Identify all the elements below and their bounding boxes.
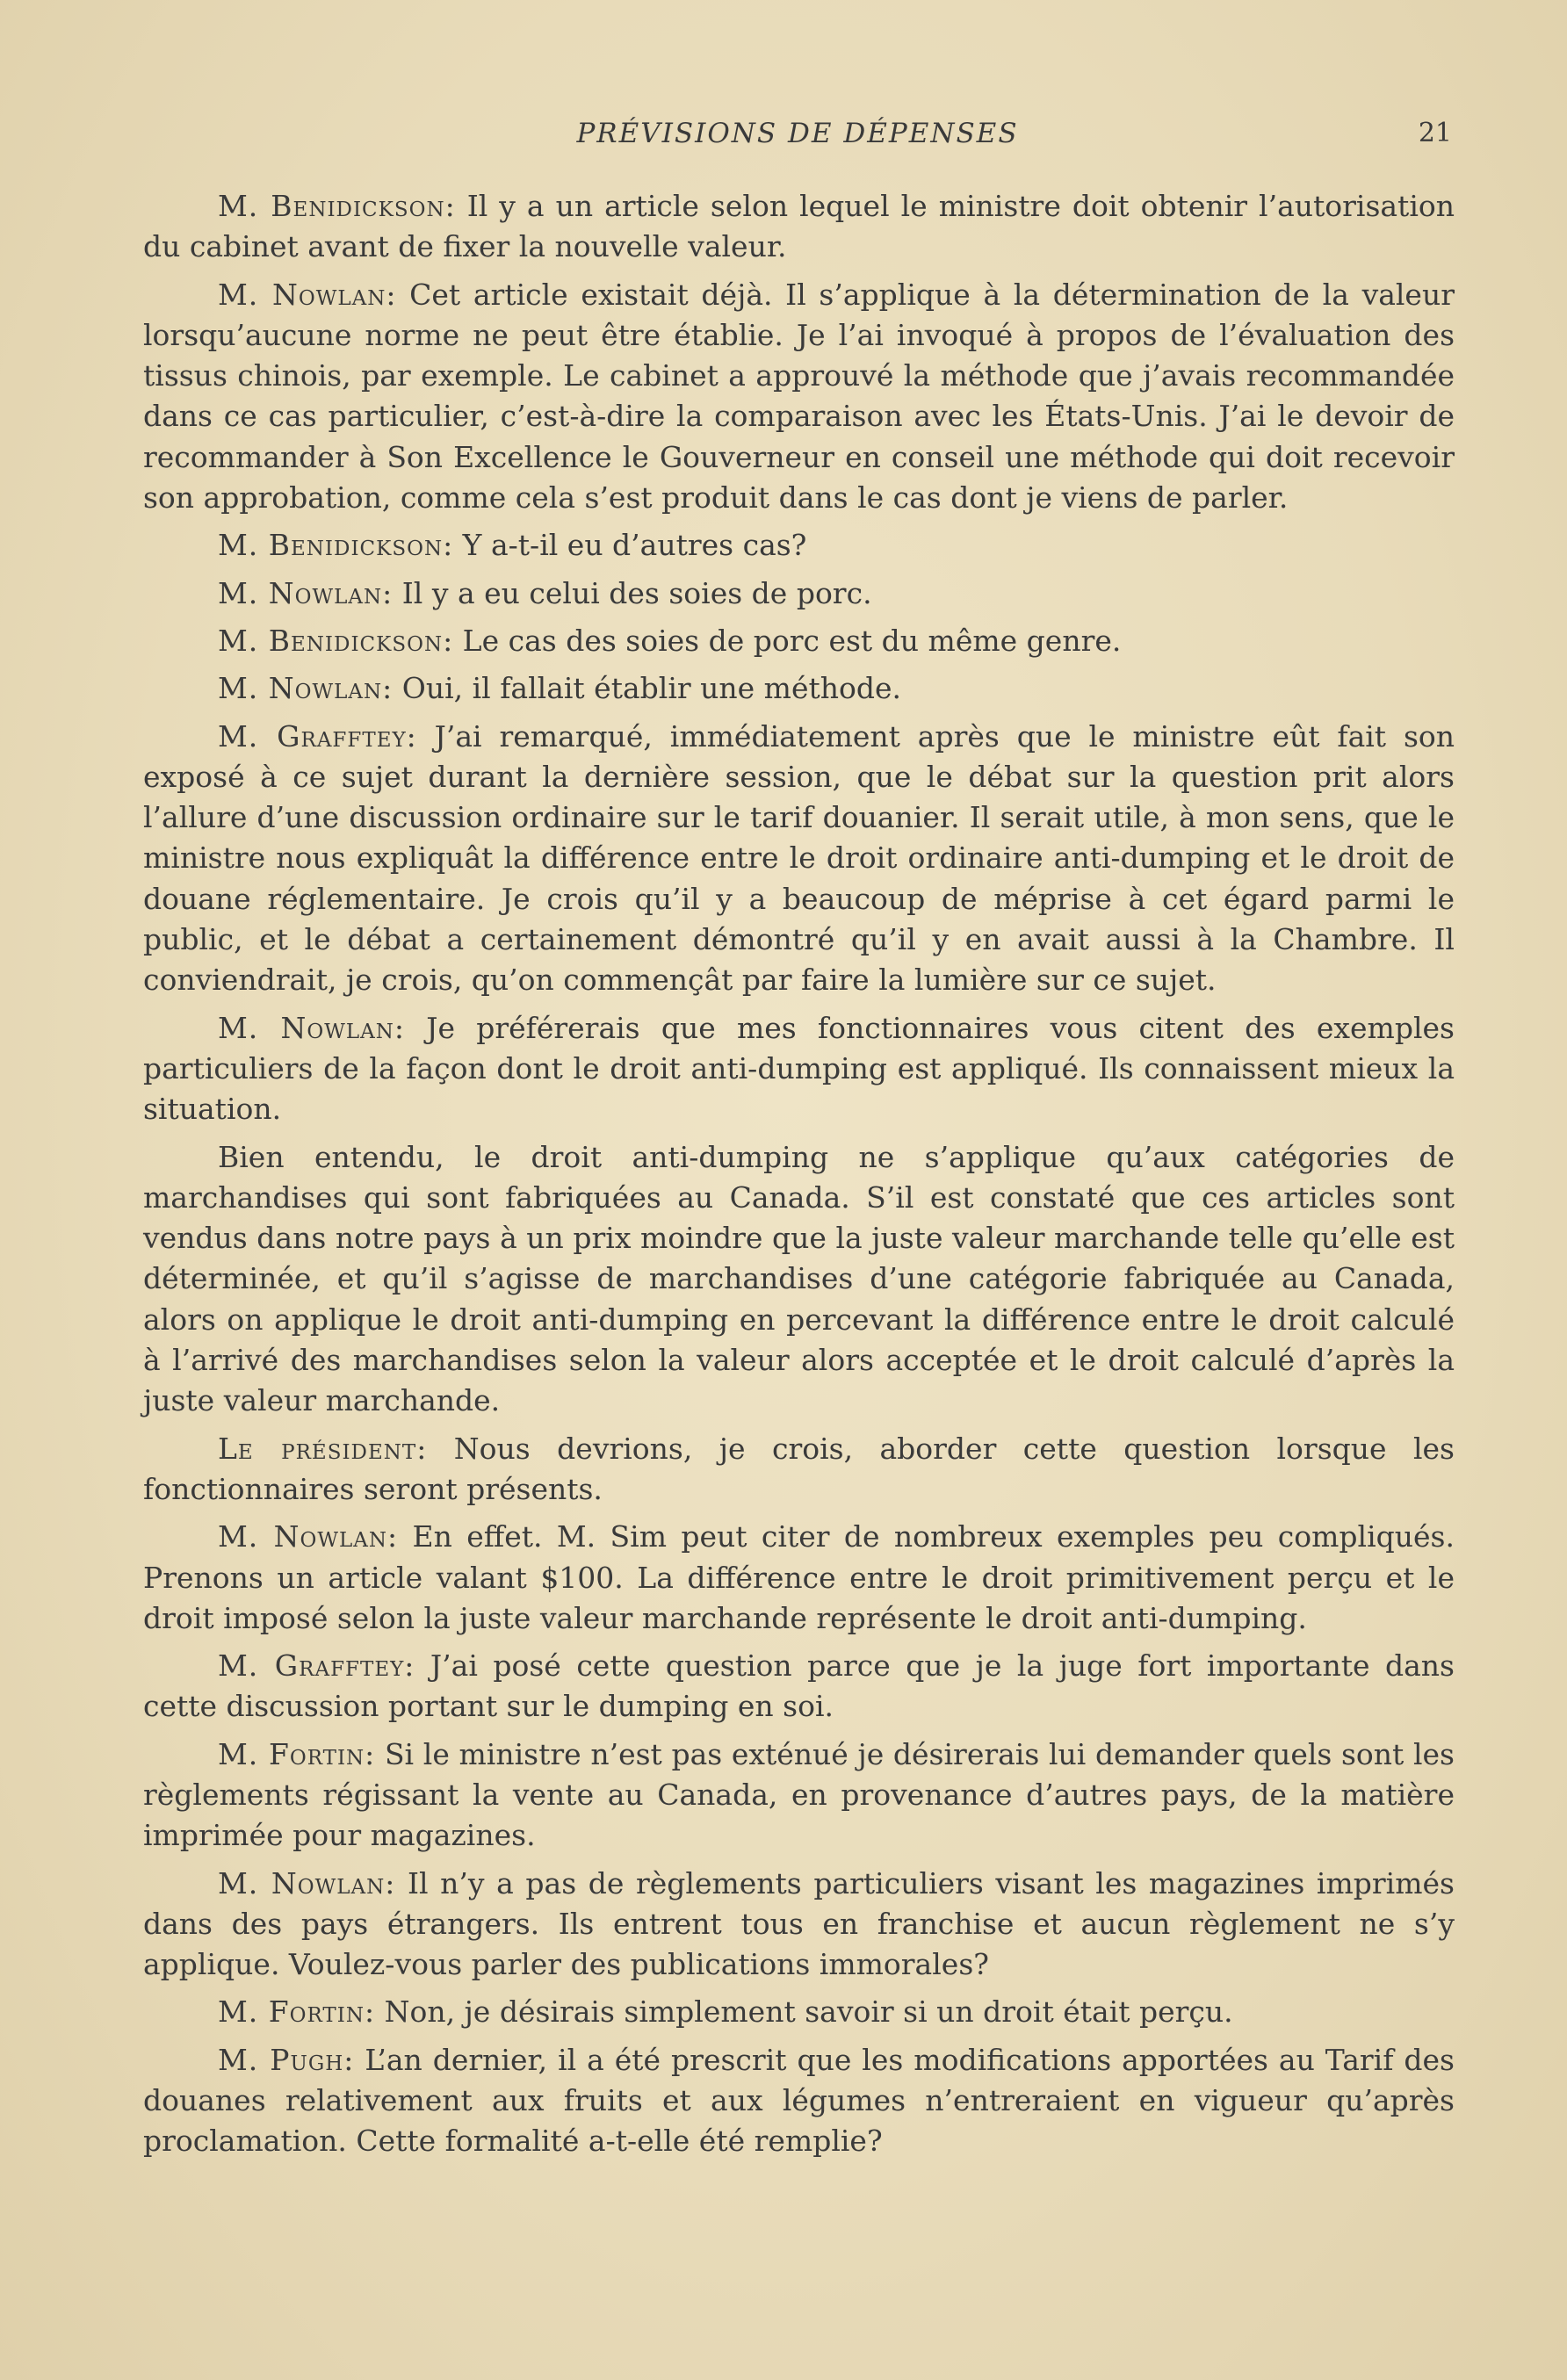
paragraph-text: Si le ministre n’est pas exténué je désirerais lui demander quels sont les règlements régissant la vente au Canada, en provenance d’autres pays, de la matière imprimée pour magazines.: [143, 1736, 1455, 1853]
paragraph: [143, 186, 1455, 268]
paragraph-text: Il n’y a pas de règlements particuliers visant les magazines imprimés dans des pays étrangers. Ils entrent tous en franchise et aucun règlement ne s’y applique. Voulez-vous parler des publications immorales?: [143, 1865, 1455, 1982]
speaker-name: M. Fortin:: [218, 1736, 376, 1771]
paragraph-text: Il y a eu celui des soies de porc.: [393, 575, 872, 610]
paragraph-text: Il y a un article selon lequel le ministre doit obtenir l’autorisation du cabinet avant de fixer la nouvelle valeur.: [143, 189, 1455, 264]
running-title: PRÉVISIONS DE DÉPENSES: [576, 118, 1019, 149]
paragraph-text: L’an dernier, il a été prescrit que les modifications apportées au Tarif des douanes relativement aux fruits et aux légumes n’entreraient en vigueur qu’après proclamation. Cette formalité a-t-elle été remplie?: [143, 2042, 1455, 2159]
speaker-name: M. Benidickson:: [218, 623, 454, 658]
paragraph: [143, 1137, 1455, 1422]
paragraph: [143, 1735, 1455, 1857]
paragraph: [143, 621, 1455, 661]
paragraph: [143, 1008, 1455, 1130]
paragraph: [143, 717, 1455, 1001]
speaker-name: M. Pugh:: [218, 2042, 355, 2077]
paragraph: [143, 1429, 1455, 1511]
speaker-name: M. Nowlan:: [218, 1519, 399, 1554]
paragraph: [143, 573, 1455, 614]
paragraph: [143, 668, 1455, 709]
paragraph: [143, 1992, 1455, 2032]
page-number: 21: [1418, 118, 1452, 148]
speaker-name: M. Nowlan:: [218, 671, 394, 706]
page-header: [143, 112, 1452, 155]
speaker-name: M. Grafftey:: [218, 1648, 415, 1684]
paragraph: [143, 1646, 1455, 1727]
paragraph-text: Nous devrions, je crois, aborder cette question lorsque les fonctionnaires seront présents.: [143, 1431, 1455, 1506]
paragraph: [143, 525, 1455, 566]
paragraph: [143, 1864, 1455, 1986]
speaker-name: M. Nowlan:: [218, 277, 397, 312]
speaker-name: M. Nowlan:: [218, 1010, 405, 1045]
paragraph-text: En effet. M. Sim peut citer de nombreux exemples peu compliqués. Prenons un article valant $100. La différence entre le droit primitivement perçu et le droit imposé selon la juste valeur marchande représente le droit anti-dumping.: [143, 1519, 1455, 1635]
paragraph-text: Cet article existait déjà. Il s’applique à la détermination de la valeur lorsqu’aucune norme ne peut être établie. Je l’ai invoqué à propos de l’évaluation des tissus chinois, par exemple. Le cabinet a approuvé la méthode que j’avais recommandée dans ce cas particulier, c’est-à-dire la comparaison avec les États-Unis. J’ai le devoir de recommander à Son Excellence le Gouverneur en conseil une méthode qui doit recevoir son approbation, comme cela s’est produit dans le cas dont je viens de parler.: [143, 277, 1455, 516]
speaker-name: M. Nowlan:: [218, 575, 394, 610]
speaker-name: M. Grafftey:: [218, 718, 417, 754]
paragraph-text: J’ai remarqué, immédiatement après que le ministre eût fait son exposé à ce sujet durant la dernière session, que le débat sur la question prit alors l’allure d’une discussion ordinaire sur le tarif douanier. Il serait utile, à mon sens, que le ministre nous expliquât la différence entre le droit ordinaire anti-dumping et le droit de douane réglementaire. Je crois qu’il y a beaucoup de méprise à cet égard parmi le public, et le débat a certainement démontré qu’il y en avait aussi à la Chambre. Il conviendrait, je crois, qu’on commençât par faire la lumière sur ce sujet.: [143, 718, 1455, 998]
paragraph: [143, 1517, 1455, 1639]
paragraph-text: Bien entendu, le droit anti-dumping ne s’applique qu’aux catégories de marchandises qui sont fabriquées au Canada. S’il est constaté que ces articles sont vendus dans notre pays à un prix moindre que la juste valeur marchande telle qu’elle est déterminée, et qu’il s’agisse de marchandises d’une catégorie fabriquée au Canada, alors on applique le droit anti-dumping en percevant la différence entre le droit calculé à l’arrivé des marchandises selon la valeur alors acceptée et le droit calculé d’après la juste valeur marchande.: [143, 1139, 1455, 1418]
speaker-name: M. Benidickson:: [218, 528, 454, 563]
paragraph-text: Y a-t-il eu d’autres cas?: [453, 528, 807, 563]
speaker-name: M. Fortin:: [218, 1994, 376, 2030]
paragraph-text: Non, je désirais simplement savoir si un droit était perçu.: [375, 1994, 1233, 2030]
paragraph-text: J’ai posé cette question parce que je la juge fort importante dans cette discussion portant sur le dumping en soi.: [143, 1648, 1455, 1724]
paragraph: [143, 2040, 1455, 2162]
speaker-name: M. Benidickson:: [218, 189, 456, 223]
paragraph-text: Le cas des soies de porc est du même genre.: [453, 623, 1122, 658]
paragraph-text: Je préférerais que mes fonctionnaires vous citent des exemples particuliers de la façon dont le droit anti-dumping est appliqué. Ils connaissent mieux la situation.: [143, 1010, 1455, 1127]
paragraph-text: Oui, il fallait établir une méthode.: [393, 671, 902, 706]
paragraph: [143, 275, 1455, 519]
speaker-name: Le président:: [218, 1431, 428, 1466]
speaker-name: M. Nowlan:: [218, 1865, 396, 1900]
page-body: [143, 186, 1455, 2169]
